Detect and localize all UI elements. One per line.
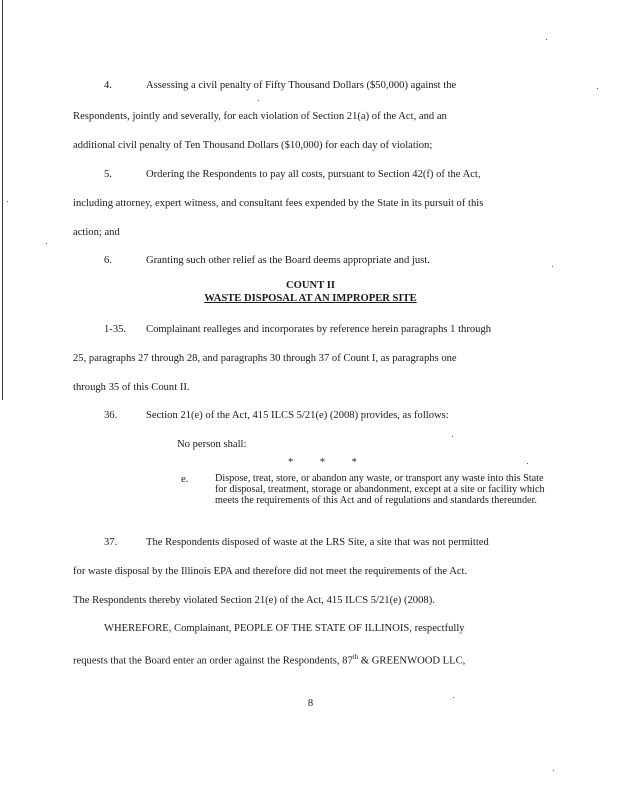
paragraph-1-35-line-1: Complainant realleges and incorporates by reference herein paragraphs 1 through (146, 324, 492, 335)
paragraph-6-number: 6. (104, 255, 112, 266)
paragraph-37-line-3: The Respondents thereby violated Section 21(e) of the Act, 415 ILCS 5/21(e) (2008). (73, 595, 435, 606)
quote-item-text: Dispose, treat, store, or abandon any waste, or transport any waste into this State for disposal, treatment, storage or abandonment, except at a site or facility which meets the requirements of this Act and of regulations and standards thereunder. (215, 473, 545, 506)
wherefore-line-1: WHEREFORE, Complainant, PEOPLE OF THE STATE OF ILLINOIS, respectfully (104, 623, 465, 634)
wherefore-line-2-company: & GREENWOOD LLC, (358, 655, 466, 667)
quote-item-letter: e. (181, 474, 189, 485)
paragraph-37-line-1: The Respondents disposed of waste at the LRS Site, a site that was not permitted (146, 537, 489, 548)
paragraph-4-line-3: additional civil penalty of Ten Thousand Dollars ($10,000) for each day of violation; (73, 140, 433, 151)
scan-speck (552, 266, 553, 267)
scan-speck (452, 436, 453, 437)
quote-ellipsis: * * * (288, 457, 357, 468)
paragraph-5-line-1: Ordering the Respondents to pay all costs, pursuant to Section 42(f) of the Act, (146, 169, 481, 180)
paragraph-6-line-1: Granting such other relief as the Board deems appropriate and just. (146, 255, 430, 266)
paragraph-5-number: 5. (104, 169, 112, 180)
paragraph-5-line-3: action; and (73, 227, 120, 238)
paragraph-5-line-2: including attorney, expert witness, and consultant fees expended by the State in its pursuit of this (73, 198, 484, 209)
paragraph-4-number: 4. (104, 80, 112, 91)
paragraph-1-35-line-3: through 35 of this Count II. (73, 382, 190, 393)
scan-speck (527, 463, 528, 464)
quote-intro: No person shall: (177, 439, 247, 450)
paragraph-4-line-2: Respondents, jointly and severally, for each violation of Section 21(a) of the Act, and an (73, 111, 447, 122)
scan-speck (553, 770, 554, 771)
page-number: 8 (307, 698, 314, 709)
scan-margin-line (2, 0, 3, 400)
scan-speck (258, 100, 259, 101)
scan-speck (46, 243, 47, 244)
scan-speck (597, 88, 598, 89)
paragraph-37-line-2: for waste disposal by the Illinois EPA and therefore did not meet the requirements of the Act. (73, 566, 468, 577)
count-title: WASTE DISPOSAL AT AN IMPROPER SITE (204, 293, 417, 304)
paragraph-36-line-1: Section 21(e) of the Act, 415 ILCS 5/21(e) (2008) provides, as follows: (146, 410, 449, 421)
paragraph-4-line-1: Assessing a civil penalty of Fifty Thousand Dollars ($50,000) against the (146, 80, 457, 91)
scan-speck (546, 39, 547, 40)
paragraph-1-35-number: 1-35. (104, 324, 127, 335)
scan-speck (453, 697, 454, 698)
wherefore-line-2 (73, 651, 465, 668)
ordinal-suffix: th (352, 653, 359, 661)
wherefore-line-2-text: requests that the Board enter an order against the Respondents, 87 (73, 655, 353, 667)
count-heading: COUNT II (286, 280, 335, 291)
paragraph-37-number: 37. (104, 537, 118, 548)
scan-speck (7, 201, 8, 202)
paragraph-36-number: 36. (104, 410, 118, 421)
paragraph-1-35-line-2: 25, paragraphs 27 through 28, and paragraphs 30 through 37 of Count I, as paragraphs one (73, 353, 457, 364)
